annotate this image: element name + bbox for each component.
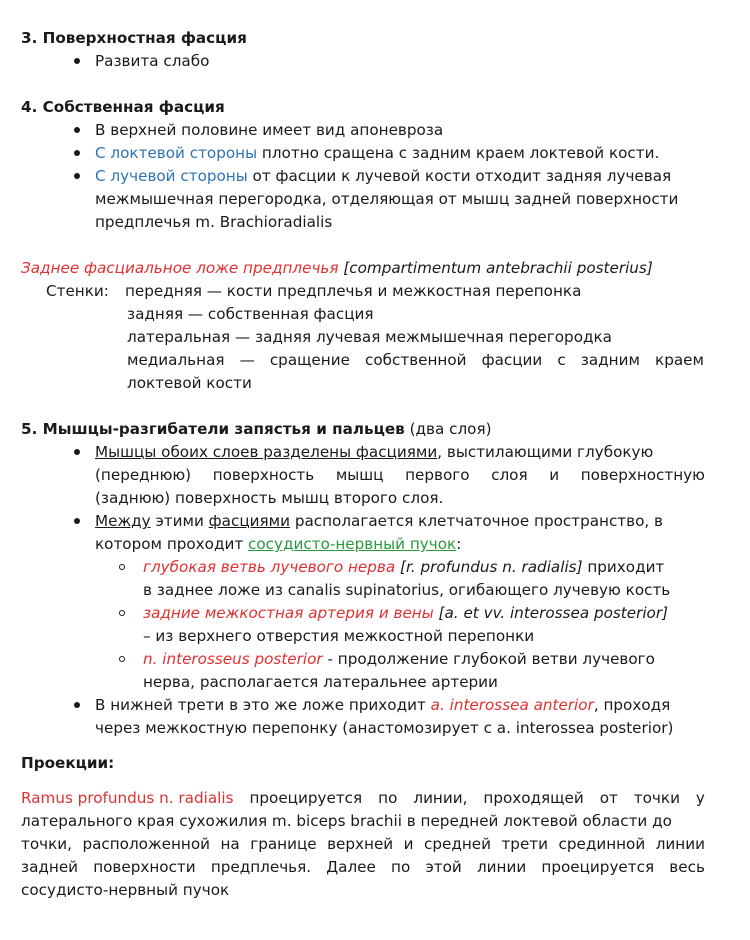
s4-bullet-3-line2: межмышечная перегородка, отделяющая от мышц задней поверхности [95, 190, 679, 208]
wall-medial: медиальная — сращение собственной фасции с задним краем [127, 351, 704, 369]
s5-bullet-1: Мышцы обоих слоев разделены фасциями, выстилающими глубокую [95, 443, 654, 461]
s5-bullet-1-line3: (заднюю) поверхность мышц второго слоя. [95, 489, 444, 507]
walls-label: Стенки: [46, 282, 109, 300]
sub-item-1: глубокая ветвь лучевого нерва [r. profundus n. radialis] приходит [143, 558, 665, 576]
projections-line5: сосудисто-нервный пучок [21, 881, 230, 899]
section-5-heading: 5. Мышцы-разгибатели запястья и пальцев (два слоя) [21, 420, 492, 438]
sub-item-1-line2: в заднее ложе из canalis supinatorius, огибающего лучевую кость [143, 581, 671, 599]
projections-line3: точки, расположенной на границе верхней и средней трети срединной линии [21, 835, 705, 853]
sub-bullet-icon [119, 656, 125, 662]
s4-bullet-3: С лучевой стороны от фасции к лучевой кости отходит задняя лучевая [95, 167, 672, 185]
projections-heading: Проекции: [21, 754, 115, 772]
sub-bullet-icon [119, 564, 125, 570]
lodge-title: Заднее фасциальное ложе предплечья [compartimentum antebrachii posterius] [21, 259, 653, 277]
projections-line4: задней поверхности предплечья. Далее по этой линии проецируется весь [21, 858, 705, 876]
wall-medial-line2: локтевой кости [127, 374, 252, 392]
wall-anterior: передняя — кости предплечья и межкостная перепонка [125, 282, 582, 300]
bullet-icon [74, 150, 80, 156]
s5-bullet-3: В нижней трети в это же ложе приходит a. interossea anterior, проходя [95, 696, 671, 714]
s5-bullet-2-line2: котором проходит сосудисто-нервный пучок: [95, 535, 462, 553]
projections-line1: Ramus profundus n. radialis проецируется по линии, проходящей от точки у [21, 789, 705, 807]
s4-bullet-2: С локтевой стороны плотно сращена с задним краем локтевой кости. [95, 144, 660, 162]
bullet-icon [74, 173, 80, 179]
wall-posterior: задняя — собственная фасция [127, 305, 374, 323]
sub-bullet-icon [119, 610, 125, 616]
bullet-icon [74, 449, 80, 455]
bullet-icon [74, 702, 80, 708]
s5-bullet-1-line2: (переднюю) поверхность мышц первого слоя и поверхностную [95, 466, 705, 484]
s4-bullet-3-line3: предплечья m. Brachioradialis [95, 213, 333, 231]
bullet-icon [74, 127, 80, 133]
section-4-heading: 4. Собственная фасция [21, 98, 225, 116]
bullet-icon [74, 518, 80, 524]
s4-bullet-1: В верхней половине имеет вид апоневроза [95, 121, 444, 139]
projections-line2: латерального края сухожилия m. biceps brachii в передней локтевой области до [21, 812, 672, 830]
s5-bullet-2: Между этими фасциями располагается клетчаточное пространство, в [95, 512, 663, 530]
bullet-icon [74, 58, 80, 64]
wall-lateral: латеральная — задняя лучевая межмышечная перегородка [127, 328, 612, 346]
sub-item-2-line2: – из верхнего отверстия межкостной перепонки [143, 627, 535, 645]
sub-item-3: n. interosseus posterior - продолжение глубокой ветви лучевого [143, 650, 655, 668]
sub-item-3-line2: нерва, располагается латеральнее артерии [143, 673, 498, 691]
section-3-heading: 3. Поверхностная фасция [21, 29, 247, 47]
s3-bullet-1: Развита слабо [95, 52, 210, 70]
sub-item-2: задние межкостная артерия и вены [a. et vv. interossea posterior] [143, 604, 669, 622]
s5-bullet-3-line2: через межкостную перепонку (анастомозирует с a. interossea posterior) [95, 719, 674, 737]
